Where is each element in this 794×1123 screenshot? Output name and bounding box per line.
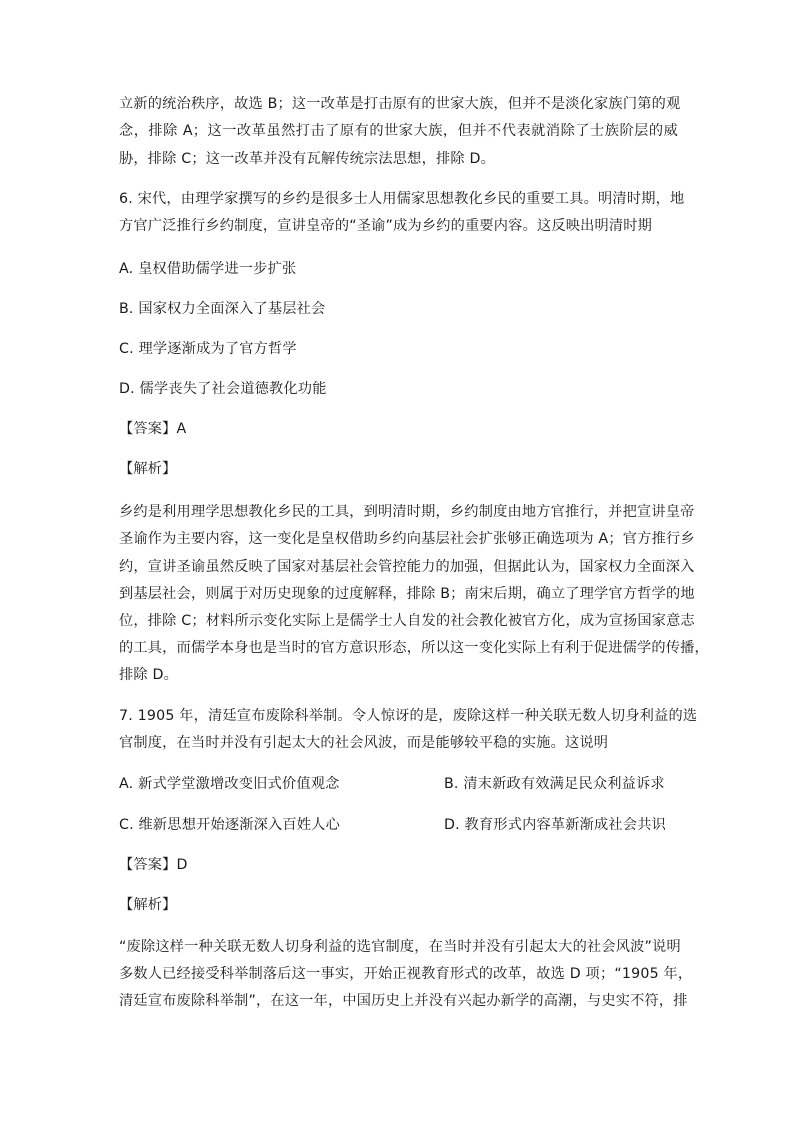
q6-option-c: C. 理学逐渐成为了官方哲学 <box>119 341 297 357</box>
q7-option-c: C. 维新思想开始逐渐深入百姓人心 <box>119 817 340 833</box>
q6-analysis-line-3: 约，宣讲圣谕虽然反映了国家对基层社会管控能力的加强，但据此认为，国家权力全面深入 <box>119 559 695 575</box>
q7-stem-line-2: 官制度，在当时并没有引起太大的社会风波，而是能够较平稳的实施。这说明 <box>119 735 609 751</box>
q6-stem-line-1: 6. 宋代，由理学家撰写的乡约是很多士人用儒家思想教化乡民的重要工具。明清时期，地 <box>119 191 685 207</box>
q7-analysis-line-3: 清廷宣布废除科举制”，在这一年，中国历史上并没有兴起办新学的高潮，与史实不符，排 <box>119 993 688 1009</box>
q7-analysis-line-2: 多数人已经接受科举制落后这一事实，开始正视教育形式的改革，故选 D 项；“1905 年， <box>119 966 693 982</box>
q7-answer: 【答案】D <box>119 857 188 873</box>
q7-analysis-line-1: “废除这样一种关联无数人切身利益的选官制度，在当时并没有引起太大的社会风波”说明 <box>119 939 681 955</box>
q7-option-b: B. 清末新政有效满足民众利益诉求 <box>444 776 665 792</box>
q6-analysis-line-4: 到基层社会，则属于对历史现象的过度解释，排除 B；南宋后期，确立了理学官方哲学的地 <box>119 586 695 602</box>
q7-analysis-heading: 【解析】 <box>119 897 177 913</box>
q6-analysis-line-6: 的工具，而儒学本身也是当时的官方意识形态，所以这一变化实际上有利于促进儒学的传播， <box>119 640 709 656</box>
q6-stem-line-2: 方官广泛推行乡约制度，宣讲皇帝的“圣谕”成为乡约的重要内容。这反映出明清时期 <box>119 218 653 234</box>
q6-option-b: B. 国家权力全面深入了基层社会 <box>119 301 326 317</box>
prev-analysis-line-1: 立新的统治秩序，故选 B；这一改革是打击原有的世家大族，但并不是淡化家族门第的观 <box>119 96 681 112</box>
q6-answer: 【答案】A <box>119 421 187 437</box>
q7-option-d: D. 教育形式内容革新渐成社会共识 <box>444 817 666 833</box>
q6-option-d: D. 儒学丧失了社会道德教化功能 <box>119 381 327 397</box>
q6-analysis-heading: 【解析】 <box>119 461 177 477</box>
prev-analysis-line-3: 胁，排除 C；这一改革并没有瓦解传统宗法思想，排除 D。 <box>119 151 495 167</box>
q6-option-a: A. 皇权借助儒学进一步扩张 <box>119 261 297 277</box>
prev-analysis-line-2: 念，排除 A；这一改革虽然打击了原有的世家大族，但并不代表就消除了士族阶层的威 <box>119 123 678 139</box>
q6-analysis-line-1: 乡约是利用理学思想教化乡民的工具，到明清时期，乡约制度由地方官推行，并把宣讲皇帝 <box>119 504 695 520</box>
q6-analysis-line-7: 排除 D。 <box>119 667 178 683</box>
q6-analysis-line-2: 圣谕作为主要内容，这一变化是皇权借助乡约向基层社会扩张够正确选项为 A；官方推行乡 <box>119 531 695 547</box>
q6-analysis-line-5: 位，排除 C；材料所示变化实际上是儒学士人自发的社会教化被官方化，成为宣扬国家意志 <box>119 613 695 629</box>
q7-stem-line-1: 7. 1905 年，清廷宣布废除科举制。令人惊讶的是，废除这样一种关联无数人切身利益的选 <box>119 708 698 724</box>
q7-option-a: A. 新式学堂激增改变旧式价值观念 <box>119 776 340 792</box>
